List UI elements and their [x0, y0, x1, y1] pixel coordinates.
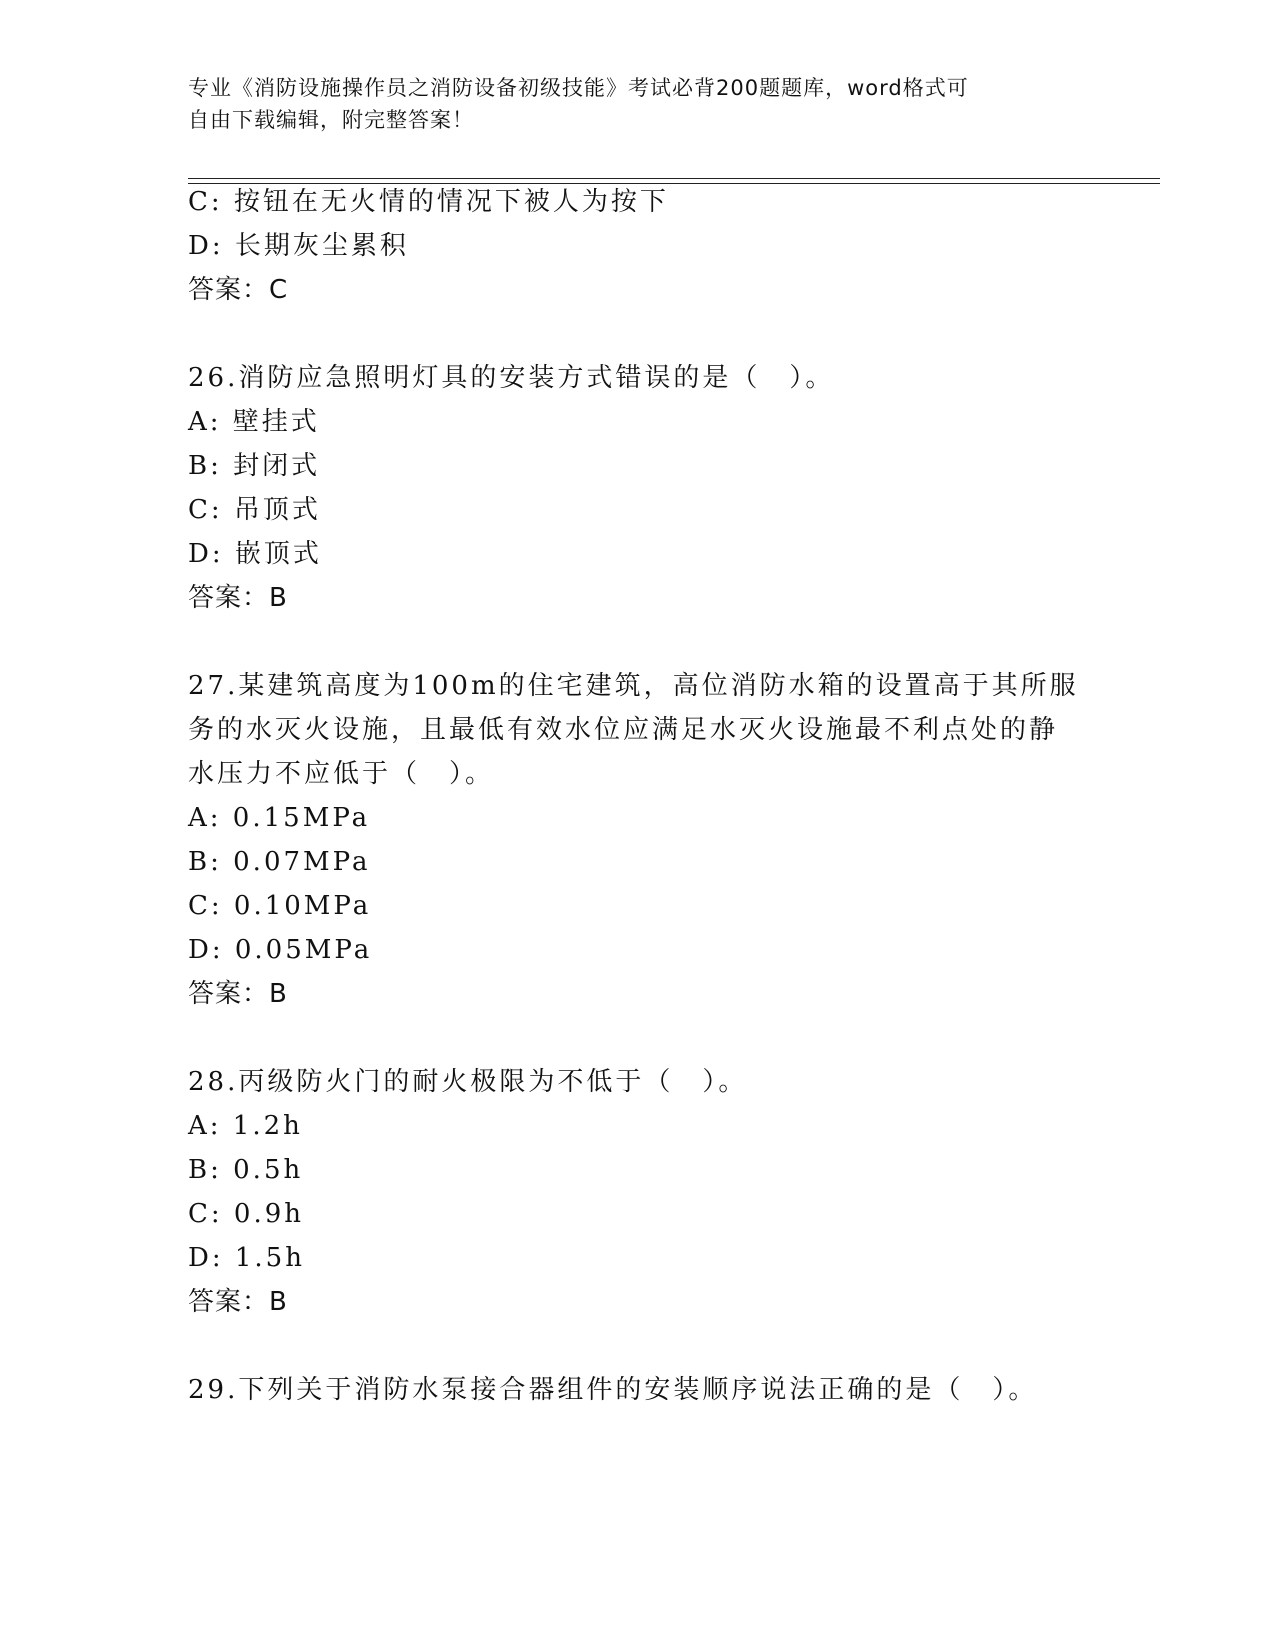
q25-answer: 答案：C [188, 275, 289, 305]
q27-answer: 答案：B [188, 979, 288, 1009]
q27-question-line-2: 务的水灭火设施，且最低有效水位应满足水灭火设施最不利点处的静 [188, 715, 1059, 745]
q28-option-b: B: 0.5h [188, 1155, 304, 1185]
header-line-2: 自由下载编辑，附完整答案！ [188, 108, 474, 132]
q27-question-line-3: 水压力不应低于（ ）。 [188, 759, 495, 789]
q25-option-d: D: 长期灰尘累积 [188, 231, 409, 261]
q29-question: 29.下列关于消防水泵接合器组件的安装顺序说法正确的是（ ）。 [188, 1375, 1038, 1405]
q28-option-a: A: 1.2h [188, 1111, 303, 1141]
q27-question-line-1: 27.某建筑高度为100m的住宅建筑，高位消防水箱的设置高于其所服 [188, 671, 1079, 701]
q27-option-c: C: 0.10MPa [188, 891, 372, 921]
q28-option-d: D: 1.5h [188, 1243, 305, 1273]
header-divider-bottom [188, 183, 1160, 184]
q28-question: 28.丙级防火门的耐火极限为不低于（ ）。 [188, 1067, 748, 1097]
q26-option-d: D: 嵌顶式 [188, 539, 322, 569]
q27-option-a: A: 0.15MPa [188, 803, 371, 833]
q26-answer: 答案：B [188, 583, 288, 613]
q25-option-c: C: 按钮在无火情的情况下被人为按下 [188, 187, 669, 217]
q26-question: 26.消防应急照明灯具的安装方式错误的是（ ）。 [188, 363, 835, 393]
q27-option-b: B: 0.07MPa [188, 847, 371, 877]
header-line-1: 专业《消防设施操作员之消防设备初级技能》考试必背200题题库，word格式可 [188, 76, 969, 100]
q26-option-b: B: 封闭式 [188, 451, 321, 481]
q26-option-a: A: 壁挂式 [188, 407, 320, 437]
q27-option-d: D: 0.05MPa [188, 935, 373, 965]
q28-answer: 答案：B [188, 1287, 288, 1317]
header-divider-top [188, 178, 1160, 179]
q28-option-c: C: 0.9h [188, 1199, 305, 1229]
document-header [188, 72, 1088, 136]
q26-option-c: C: 吊顶式 [188, 495, 321, 525]
